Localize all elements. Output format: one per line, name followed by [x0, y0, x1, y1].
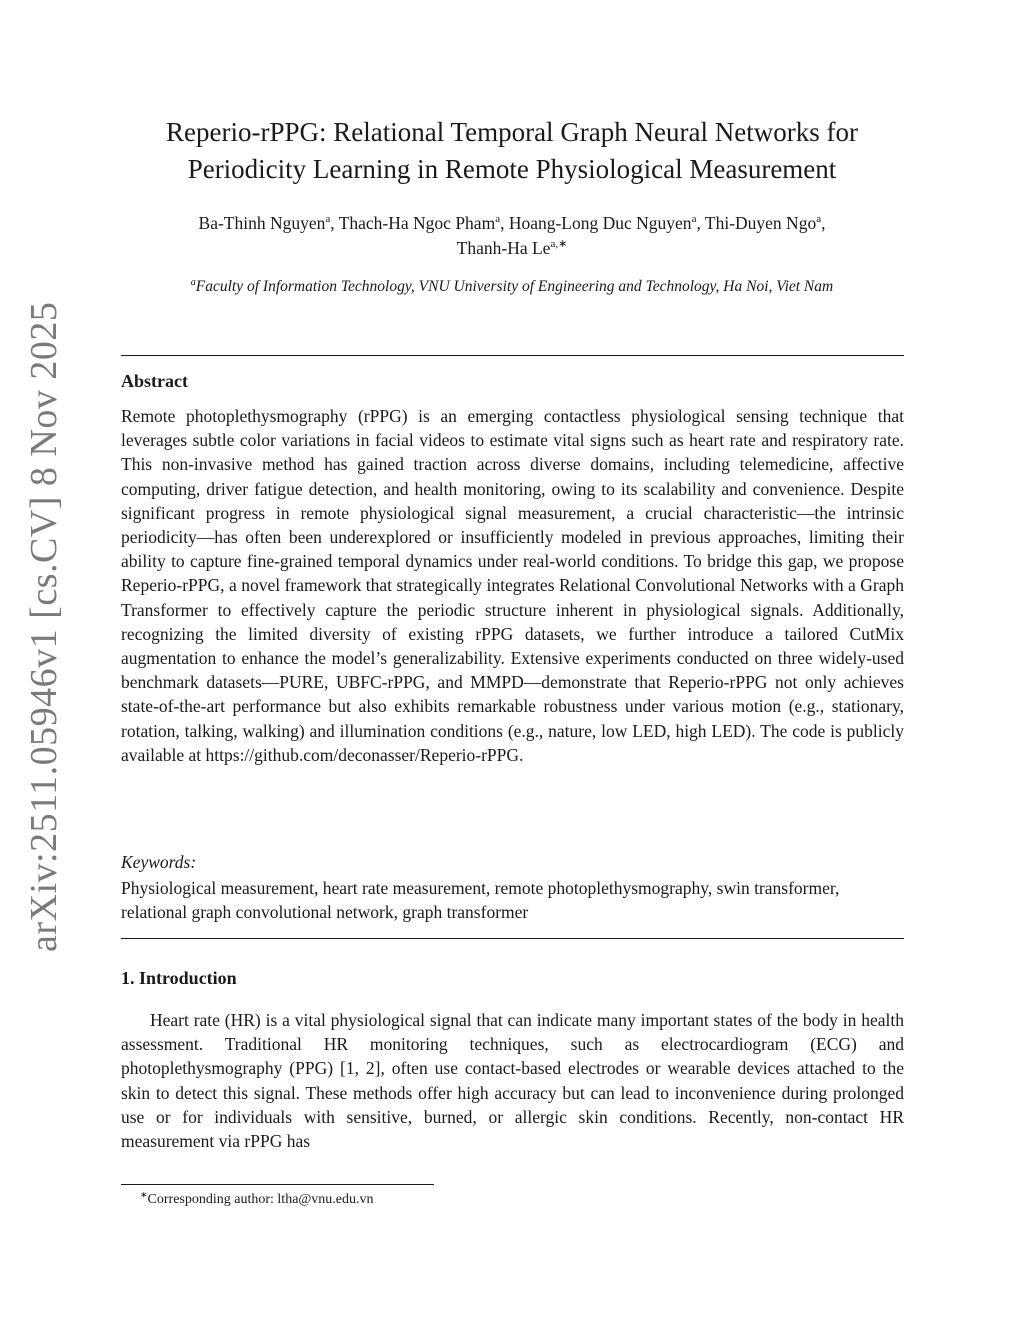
author-name: Thi-Duyen Ngo — [704, 213, 817, 233]
keywords-label: Keywords: — [121, 852, 197, 872]
footnote-text: Corresponding author: ltha@vnu.edu.vn — [147, 1192, 374, 1207]
abstract-top-rule — [121, 355, 904, 356]
author-list: Ba-Thinh Nguyen$^a$, Thach-Ha Ngoc Pham$^a$, Hoang-Long Duc Nguyen$^a$, Thi-Duyen Ngo$^a$, Thanh-Ha $Le^{a,∗}$ — [198, 213, 826, 258]
affiliation-mark: a — [190, 276, 196, 288]
footnote-rule — [121, 1184, 434, 1185]
author-affiliation-mark: a — [691, 213, 697, 226]
affiliation-text: Faculty of Information Technology, VNU University of Engineering and Technology, Ha Noi, Viet Nam — [195, 278, 834, 295]
author-affiliation-mark: a — [495, 213, 501, 226]
author-name: Thanh-Ha Le — [456, 238, 551, 258]
corresponding-author-footnote — [140, 1190, 374, 1210]
author-name: Ba-Thinh Nguyen — [198, 213, 326, 233]
author-affiliation-mark: a,∗ — [550, 238, 568, 251]
author-name: Thach-Ha Ngoc Pham — [338, 213, 496, 233]
abstract-bottom-rule — [121, 938, 904, 939]
keywords-list: Physiological measurement, heart rate measurement, remote photoplethysmography, swin transformer, relational graph convolutional network, graph transformer — [121, 878, 840, 923]
abstract-heading: Abstract — [121, 371, 188, 391]
paper-title — [110, 114, 914, 188]
affiliation — [110, 276, 914, 298]
author-name: Hoang-Long Duc Nguyen — [508, 213, 692, 233]
title-line-1: Reperio-rPPG: Relational Temporal Graph Neural Networks for — [166, 117, 858, 147]
abstract-body: Remote photoplethysmography (rPPG) is an emerging contactless physiological sensing technique that leverages subtle color variations in facial videos to estimate vital signs such as heart rate and respiratory rate. This non-invasive method has gained traction across diverse domains, including telemedicine, affective computing, driver fatigue detection, and health monitoring, owing to its scalability and convenience. Despite significant progress in remote physiological signal measurement, a crucial characteristic—the intrinsic periodicity—has often been underexplored or insufficiently modeled in previous approaches, limiting their ability to capture fine-grained temporal dynamics under real-world conditions. To bridge this gap, we propose Reperio-rPPG, a novel framework that strategically integrates Relational Convolutional Networks with a Graph Transformer to effectively capture the periodic structure inherent in physiological signals. Additionally, recognizing the limited diversity of existing rPPG datasets, we further introduce a tailored CutMix augmentation to enhance the model’s generalizability. Extensive experiments conducted on three widely-used benchmark datasets—PURE, UBFC-rPPG, and MMPD—demonstrate that Reperio-rPPG not only achieves state-of-the-art performance but also exhibits remarkable robustness under various motion (e.g., stationary, rotation, talking, walking) and illumination conditions (e.g., nature, low LED, high LED). The code is publicly available at https://github.com/deconasser/Reperio-rPPG. — [121, 406, 904, 765]
introduction-paragraph: Heart rate (HR) is a vital physiological signal that can indicate many important states of the body in health assessment. Traditional HR monitoring techniques, such as electrocardiogram (ECG) and photoplethysmography (PPG) [1, 2], often use contact-based electrodes or wearable devices attached to the skin to detect this signal. These methods offer high accuracy but can lead to inconvenience during prolonged use or for individuals with sensitive, burned, or allergic skin conditions. Recently, non-contact HR measurement via rPPG has — [121, 1010, 904, 1152]
author-affiliation-mark: a — [816, 213, 822, 226]
footnote-mark: ∗ — [140, 1189, 148, 1200]
title-line-2: Periodicity Learning in Remote Physiological Measurement — [187, 154, 837, 184]
arxiv-identifier-stamp: arXiv:2511.05946v1 [cs.CV] 8 Nov 2025 — [23, 301, 65, 952]
introduction-heading: 1. Introduction — [121, 968, 237, 988]
author-affiliation-mark: a — [325, 213, 331, 226]
